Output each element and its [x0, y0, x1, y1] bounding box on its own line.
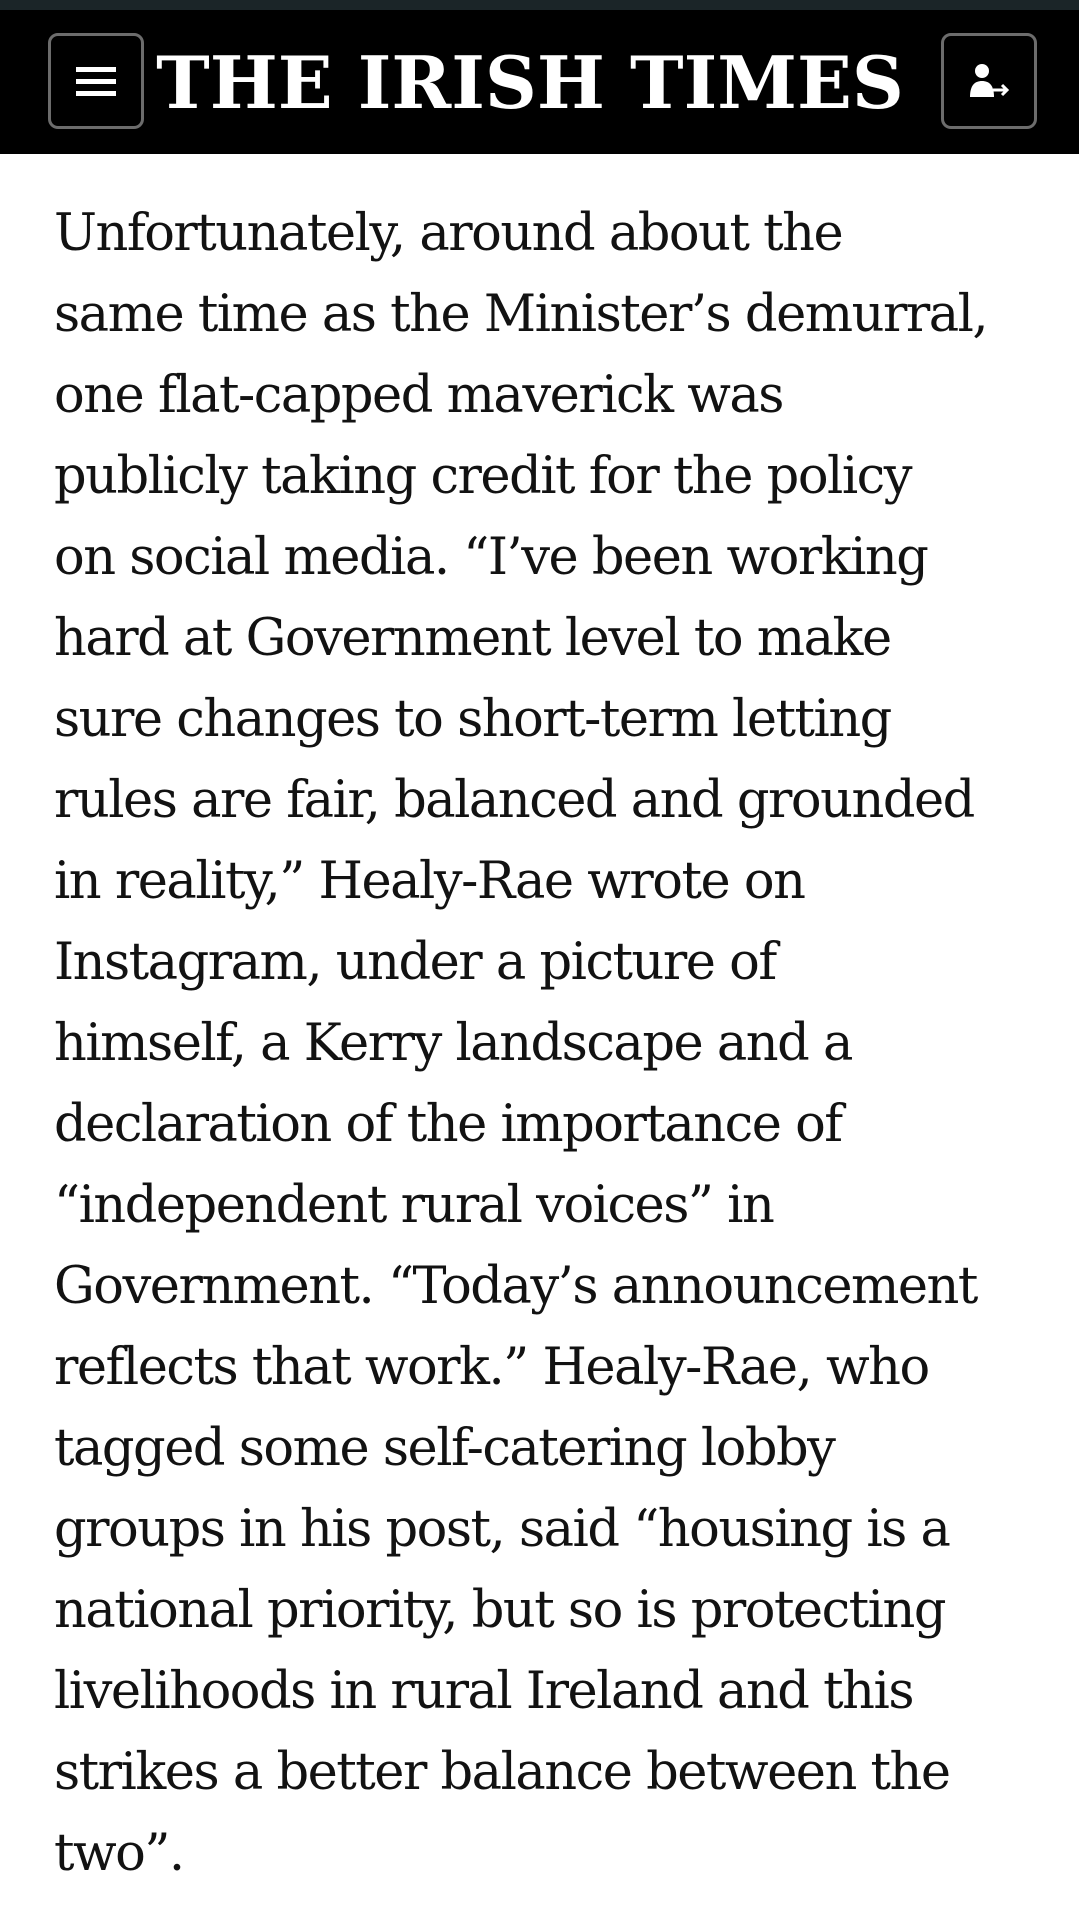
paragraph-line: in reality,” Healy-Rae wrote on — [54, 852, 805, 911]
paragraph-line: two”. — [54, 1824, 184, 1883]
paragraph-line: Government. “Today’s announcement — [54, 1257, 977, 1316]
paragraph-line: reflects that work.” Healy-Rae, who — [54, 1338, 929, 1397]
paragraph-line: strikes a better balance between the — [54, 1743, 950, 1802]
user-sign-in-icon — [967, 59, 1011, 103]
paragraph-line: Instagram, under a picture of — [54, 933, 776, 992]
paragraph-line: national priority, but so is protecting — [54, 1581, 945, 1640]
paragraph-line: tagged some self-catering lobby — [54, 1419, 835, 1478]
paragraph-line: on social media. “I’ve been working — [54, 528, 928, 587]
site-header — [0, 10, 1079, 154]
paragraph-line: rules are fair, balanced and grounded — [54, 771, 974, 830]
masthead-logo[interactable]: THE IRISH TIMES — [156, 39, 904, 125]
article-paragraph — [54, 193, 1054, 1894]
article-body — [54, 193, 1054, 1894]
paragraph-line: himself, a Kerry landscape and a — [54, 1014, 852, 1073]
status-bar — [0, 0, 1079, 10]
hamburger-menu-icon — [74, 61, 118, 101]
paragraph-line: one flat-capped maverick was — [54, 366, 783, 425]
paragraph-line: “independent rural voices” in — [54, 1176, 774, 1235]
menu-button[interactable] — [48, 33, 144, 129]
paragraph-line: groups in his post, said “housing is a — [54, 1500, 950, 1559]
sign-in-button[interactable] — [941, 33, 1037, 129]
paragraph-line: hard at Government level to make — [54, 609, 891, 668]
paragraph-line: livelihoods in rural Ireland and this — [54, 1662, 913, 1721]
paragraph-line: declaration of the importance of — [54, 1095, 842, 1154]
paragraph-line: Unfortunately, around about the — [54, 204, 843, 263]
paragraph-line: same time as the Minister’s demurral, — [54, 285, 988, 344]
paragraph-line: publicly taking credit for the policy — [54, 447, 912, 506]
paragraph-line: sure changes to short-term letting — [54, 690, 891, 749]
